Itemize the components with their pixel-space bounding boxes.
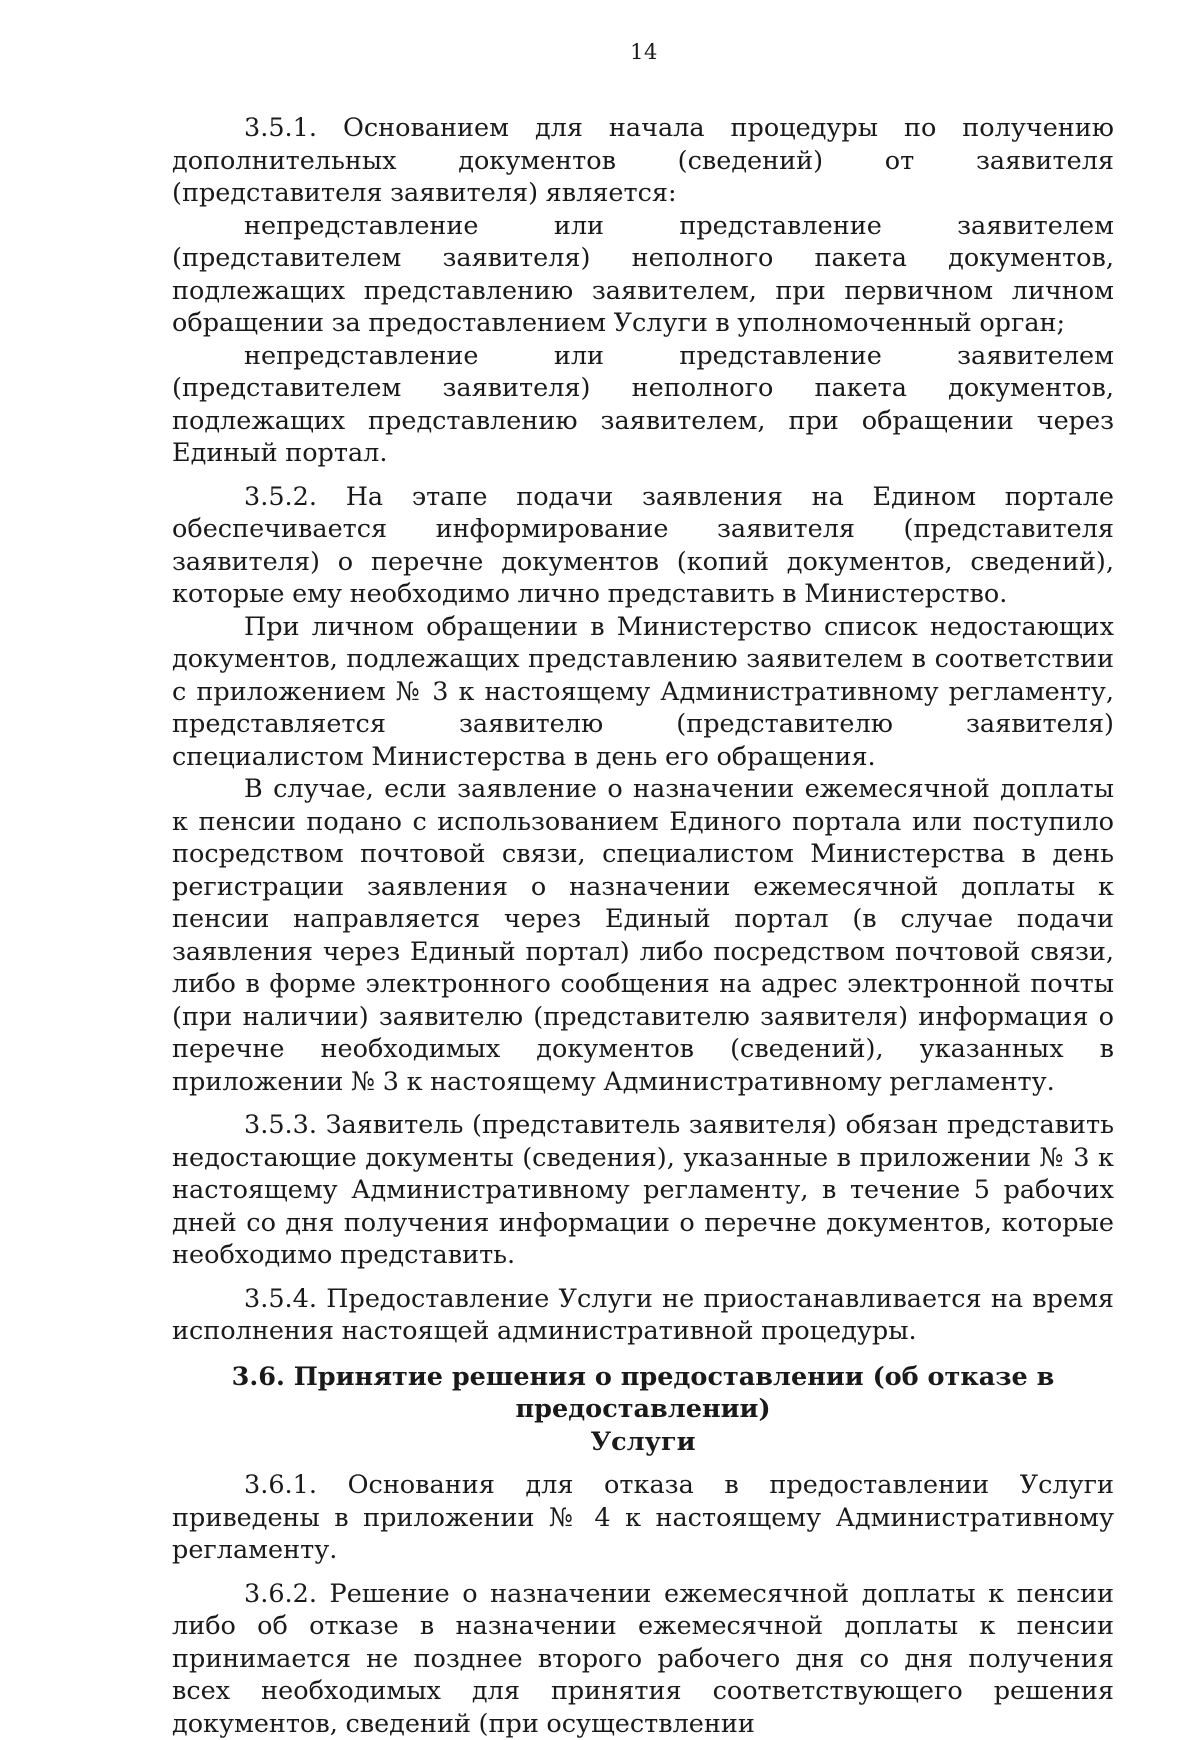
document-body [172,112,1114,1740]
section-heading-line-1: 3.6. Принятие решения о предоставлении (об отказе в предоставлении) [232,1362,1055,1425]
paragraph-3-6-1: 3.6.1. Основания для отказа в предоставлении Услуги приведены в приложении № 4 к настоящему Административному регламенту. [172,1469,1114,1567]
paragraph-3-5-2: 3.5.2. На этапе подачи заявления на Едином портале обеспечивается информирование заявителя (представителя заявителя) о перечне документов (копий документов, сведений), которые ему необходимо лично представить в Министерство. [172,481,1114,611]
paragraph-3-5-4: 3.5.4. Предоставление Услуги не приостанавливается на время исполнения настоящей административной процедуры. [172,1283,1114,1348]
paragraph-3-5-1-item-2: непредставление или представление заявителем (представителем заявителя) неполного пакета документов, подлежащих представлению заявителем, при обращении через Единый портал. [172,340,1114,470]
paragraph-3-5-1-item-1: непредставление или представление заявителем (представителем заявителя) неполного пакета документов, подлежащих представлению заявителем, при первичном личном обращении за предоставлением Услуги в уполномоченный орган; [172,210,1114,340]
section-heading-line-2: Услуги [590,1427,695,1457]
section-heading-3-6 [172,1361,1114,1459]
paragraph-3-5-2-portal: В случае, если заявление о назначении ежемесячной доплаты к пенсии подано с использованием Единого портала или поступило посредством почтовой связи, специалистом Министерства в день регистрации заявления о назначении ежемесячной доплаты к пенсии направляется через Единый портал (в случае подачи заявления через Единый портал) либо посредством почтовой связи, либо в форме электронного сообщения на адрес электронной почты (при наличии) заявителю (представителю заявителя) информация о перечне необходимых документов (сведений), указанных в приложении № 3 к настоящему Административному регламенту. [172,773,1114,1098]
page-number: 14 [0,40,1200,64]
paragraph-3-5-3: 3.5.3. Заявитель (представитель заявителя) обязан представить недостающие документы (сведения), указанные в приложении № 3 к настоящему Административному регламенту, в течение 5 рабочих дней со дня получения информации о перечне документов, которые необходимо представить. [172,1109,1114,1272]
paragraph-3-5-2-personal: При личном обращении в Министерство список недостающих документов, подлежащих представлению заявителем в соответствии с приложением № 3 к настоящему Административному регламенту, представляется заявителю (представителю заявителя) специалистом Министерства в день его обращения. [172,611,1114,774]
paragraph-3-5-1: 3.5.1. Основанием для начала процедуры по получению дополнительных документов (сведений) от заявителя (представителя заявителя) является: [172,112,1114,210]
paragraph-3-6-2: 3.6.2. Решение о назначении ежемесячной доплаты к пенсии либо об отказе в назначении ежемесячной доплаты к пенсии принимается не позднее второго рабочего дня со дня получения всех необходимых для принятия соответствующего решения документов, сведений (при осуществлении [172,1578,1114,1740]
